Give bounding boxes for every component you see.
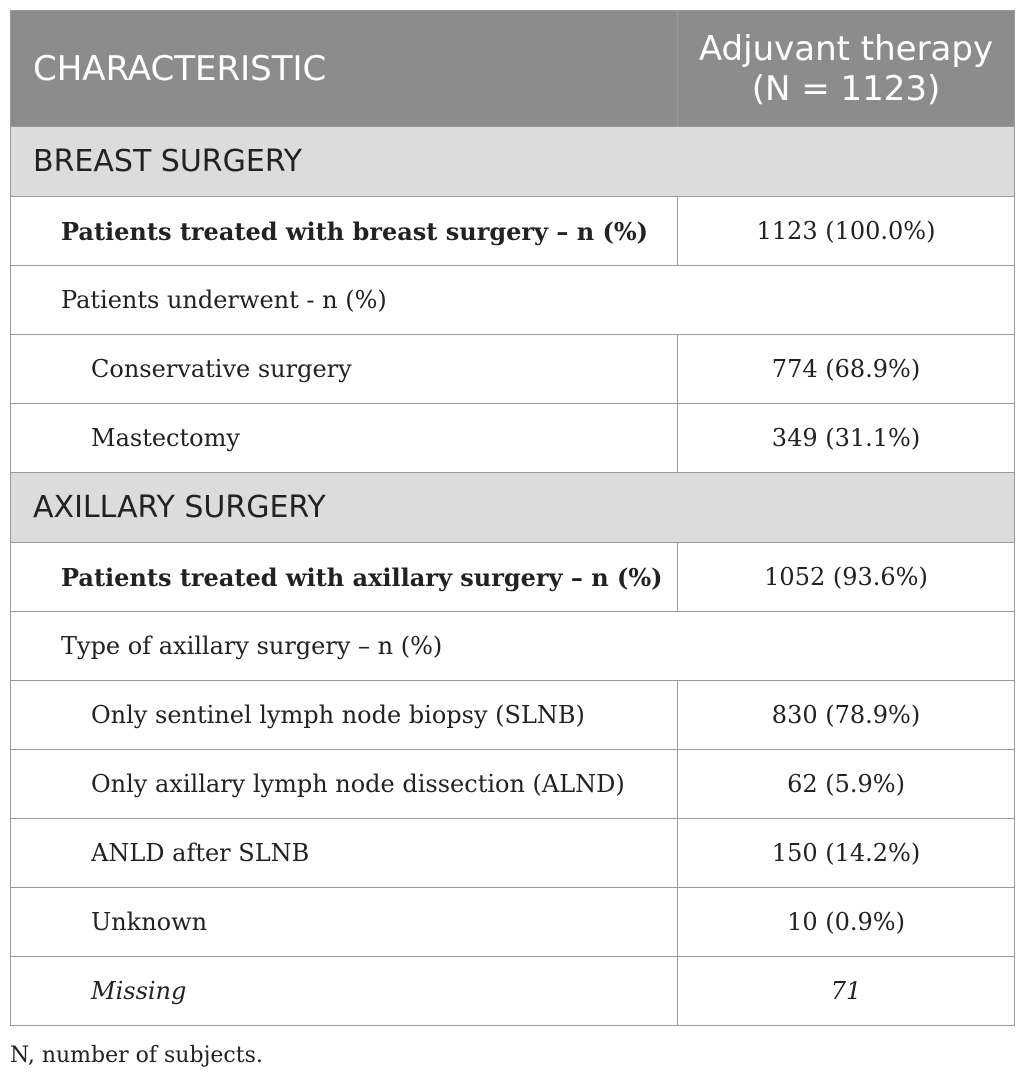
row-value: 10 (0.9%) xyxy=(678,888,1015,957)
row-label: Unknown xyxy=(11,888,678,957)
table-row xyxy=(11,957,1015,1026)
table-row xyxy=(11,197,1015,266)
row-label: Patients treated with breast surgery – n (%) xyxy=(11,197,678,266)
table-row xyxy=(11,266,1015,335)
row-value: 71 xyxy=(678,957,1015,1026)
header-characteristic: CHARACTERISTIC xyxy=(11,11,678,127)
header-adjuvant-line2: (N = 1123) xyxy=(751,68,941,109)
row-label: Patients underwent - n (%) xyxy=(11,266,1015,335)
table-row xyxy=(11,819,1015,888)
table-row xyxy=(11,888,1015,957)
row-value: 1052 (93.6%) xyxy=(678,543,1015,612)
row-value: 150 (14.2%) xyxy=(678,819,1015,888)
row-label: Conservative surgery xyxy=(11,335,678,404)
table-row xyxy=(11,681,1015,750)
row-value: 349 (31.1%) xyxy=(678,404,1015,473)
row-label: Missing xyxy=(11,957,678,1026)
table-header-row xyxy=(11,11,1015,127)
row-label: ANLD after SLNB xyxy=(11,819,678,888)
row-label: Only axillary lymph node dissection (ALND) xyxy=(11,750,678,819)
row-label: Mastectomy xyxy=(11,404,678,473)
table-row xyxy=(11,543,1015,612)
row-value: 1123 (100.0%) xyxy=(678,197,1015,266)
row-value: 830 (78.9%) xyxy=(678,681,1015,750)
row-value: 774 (68.9%) xyxy=(678,335,1015,404)
table-row xyxy=(11,750,1015,819)
table-row xyxy=(11,335,1015,404)
header-adjuvant-line1: Adjuvant therapy xyxy=(698,28,994,69)
header-adjuvant-therapy xyxy=(678,11,1015,127)
section-breast-surgery xyxy=(11,127,1015,197)
row-value: 62 (5.9%) xyxy=(678,750,1015,819)
section-title: AXILLARY SURGERY xyxy=(11,473,1015,543)
section-axillary-surgery xyxy=(11,473,1015,543)
table-row xyxy=(11,404,1015,473)
section-title: BREAST SURGERY xyxy=(11,127,1015,197)
table-footnote: N, number of subjects. xyxy=(10,1043,263,1068)
table-row xyxy=(11,612,1015,681)
row-label: Type of axillary surgery – n (%) xyxy=(11,612,1015,681)
row-label: Patients treated with axillary surgery – n (%) xyxy=(11,543,678,612)
characteristics-table xyxy=(10,10,1015,1026)
row-label: Only sentinel lymph node biopsy (SLNB) xyxy=(11,681,678,750)
